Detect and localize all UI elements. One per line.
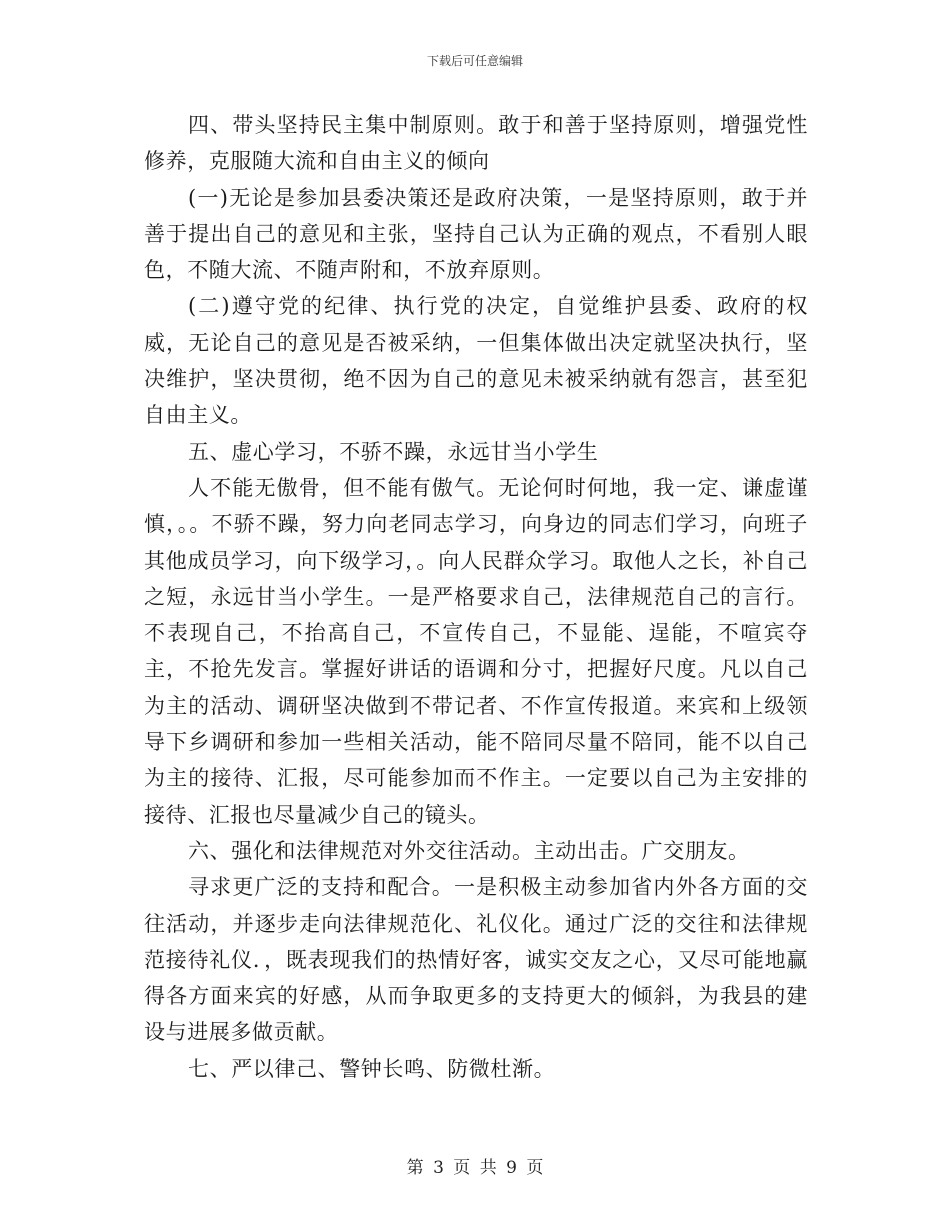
page-footer-number: 第 3 页 共 9 页 [406, 1158, 544, 1178]
page-header-note: 下载后可任意编辑 [426, 54, 523, 68]
paragraph-5-body: 人不能无傲骨，但不能有傲气。无论何时何地，我一定、谦虚谨慎，。。不骄不躁，努力向老同志学习，向身边的同志们学习，向班子其他成员学习，向下级学习，。向人民群众学习。取他人之长，补自己之短，永远甘当小学生。一是严格要求自己，法律规范自己的言行。不表现自己，不抬高自己，不宣传自己，不显能、逞能，不喧宾夺主，不抢先发言。掌握好讲话的语调和分寸，把握好尺度。凡以自己为主的活动、调研坚决做到不带记者、不作宣传报道。来宾和上级领导下乡调研和参加一些相关活动，能不陪同尽量不陪同，能不以自己为主的接待、汇报，尽可能参加而不作主。一定要以自己为主安排的接待、汇报也尽量减少自己的镜头。 [144, 475, 808, 827]
paragraph-6-body: 寻求更广泛的支持和配合。一是积极主动参加省内外各方面的交往活动，并逐步走向法律规范化、礼仪化。通过广泛的交往和法律规范接待礼仪．，既表现我们的热情好客，诚实交友之心，又尽可能地赢得各方面来宾的好感，从而争取更多的支持更大的倾斜，为我县的建设与进展多做贡献。 [144, 875, 808, 1045]
section-heading-5: 五、虚心学习，不骄不躁，永远甘当小学生 [188, 439, 599, 464]
paragraph-4-2: (二)遵守党的纪律、执行党的决定，自觉维护县委、政府的权威，无论自己的意见是否被采纳，一但集体做出决定就坚决执行，坚决维护，坚决贯彻，绝不因为自己的意见未被采纳就有怨言，甚至犯自由主义。 [144, 294, 808, 428]
section-heading-7: 七、严以律己、警钟长鸣、防微杜渐。 [188, 1056, 556, 1081]
section-heading-4: 四、带头坚持民主集中制原则。敢于和善于坚持原则，增强党性修养，克服随大流和自由主义的倾向 [144, 113, 808, 174]
section-heading-6: 六、强化和法律规范对外交往活动。主动出击。广交朋友。 [188, 838, 750, 863]
paragraph-4-1: (一)无论是参加县委决策还是政府决策，一是坚持原则，敢于并善于提出自己的意见和主张，坚持自己认为正确的观点，不看别人眼色，不随大流、不随声附和，不放弃原则。 [144, 185, 808, 283]
document-body [144, 107, 808, 1087]
